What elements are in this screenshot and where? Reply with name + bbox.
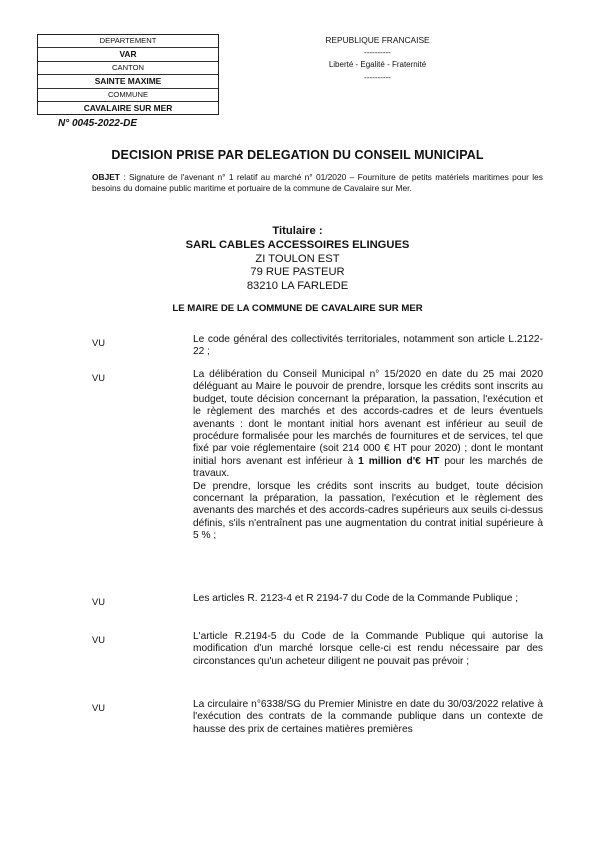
vu-label: VU [92,337,106,348]
consideration-2-threshold: 1 million d'€ HT [358,455,440,467]
vu-label: VU [92,702,106,713]
consideration-5-text: La circulaire n°6338/SG du Premier Ministre en date du 30/03/2022 relative à l'exécution des contrats de la commande publique dans un contexte de hausse des prix de certaines matières premières [193,699,543,735]
document-title: DECISION PRISE PAR DELEGATION DU CONSEIL MUNICIPAL [111,148,484,162]
titulaire-address-line-3: 83210 LA FARLEDE [246,280,349,293]
canton-value: SAINTE MAXIME [38,75,218,88]
vu-label: VU [92,634,106,645]
consideration-1-text: Le code général des collectivités territoriales, notamment son article L.2122-22 ; [193,334,543,358]
mayor-heading: LE MAIRE DE LA COMMUNE DE CAVALAIRE SUR MER [172,303,423,314]
consideration-3 [193,593,543,605]
consideration-2-paragraph-1 [193,369,543,481]
consideration-3-text: Les articles R. 2123-4 et R 2194-7 du Code de la Commande Publique ; [193,593,519,604]
republic-title: REPUBLIQUE FRANCAISE [325,35,430,45]
commune-label: COMMUNE [38,89,218,102]
objet-paragraph [92,172,543,194]
decision-number: N° 0045-2022-DE [58,118,138,129]
department-value: VAR [38,48,218,61]
consideration-1 [193,334,543,359]
consideration-2 [193,369,543,543]
titulaire-name: SARL CABLES ACCESSOIRES ELINGUES [185,238,410,251]
republic-motto: Liberté - Egalité - Fraternité [328,60,427,69]
commune-value: CAVALAIRE SUR MER [83,102,173,113]
consideration-2-text-b: pour les marchés de travaux. [193,455,543,480]
consideration-4 [193,631,543,668]
republic-header [290,34,465,84]
consideration-2-paragraph-2: De prendre, lorsque les crédits sont inscrits au budget, toute décision concernant la préparation, la passation, l'exécution et le règlement des avenants des marchés et des accords-cadres supérieurs aux seuils ci-dessus définis, s'ils n'entraînent pas une augmentation du contrat initial supérieure à 5 % ; [193,480,543,542]
titulaire-address-line-2: 79 RUE PASTEUR [250,266,345,279]
department-label: DEPARTEMENT [38,35,218,48]
republic-separator-1: ---------- [364,47,391,57]
canton-label: CANTON [38,62,218,75]
objet-label: OBJET [92,172,120,182]
titulaire-block [0,225,595,294]
republic-separator-2: ---------- [364,72,391,82]
titulaire-address-line-1: ZI TOULON EST [255,252,340,265]
objet-text: : Signature de l'avenant n° 1 relatif au marché n° 01/2020 – Fourniture de petits matériels maritimes pour les besoins du domaine public maritime et portuaire de la commune de Cavalaire sur Mer. [92,172,543,193]
vu-label: VU [92,596,106,607]
consideration-2-text-a: La délibération du Conseil Municipal n° 15/2020 en date du 25 mai 2020 déléguant au Maire le pouvoir de prendre, lorsque les crédits sont inscrits au budget, toute décision concernant la préparation, la passation, l'exécution et le règlement des marchés et des accords-cadres et de leurs éventuels avenants : dont le montant initial hors avenant est inférieur au seuil de procédure formalisée pour les marchés de fournitures et de services, tel que fixé par voie réglementaire (soit 214 000 € HT pour 2020) ; dont le montant initial hors avenant est inférieur à [193,369,543,467]
consideration-5 [193,699,543,736]
administrative-header-box [37,34,219,115]
titulaire-label: Titulaire : [272,225,323,237]
vu-label: VU [92,372,106,383]
consideration-4-text: L'article R.2194-5 du Code de la Commande Publique qui autorise la modification d'un marché lorsque celle-ci est rendu nécessaire par des circonstances qu'un acheteur diligent ne pouvait pas prévoir ; [193,631,543,667]
